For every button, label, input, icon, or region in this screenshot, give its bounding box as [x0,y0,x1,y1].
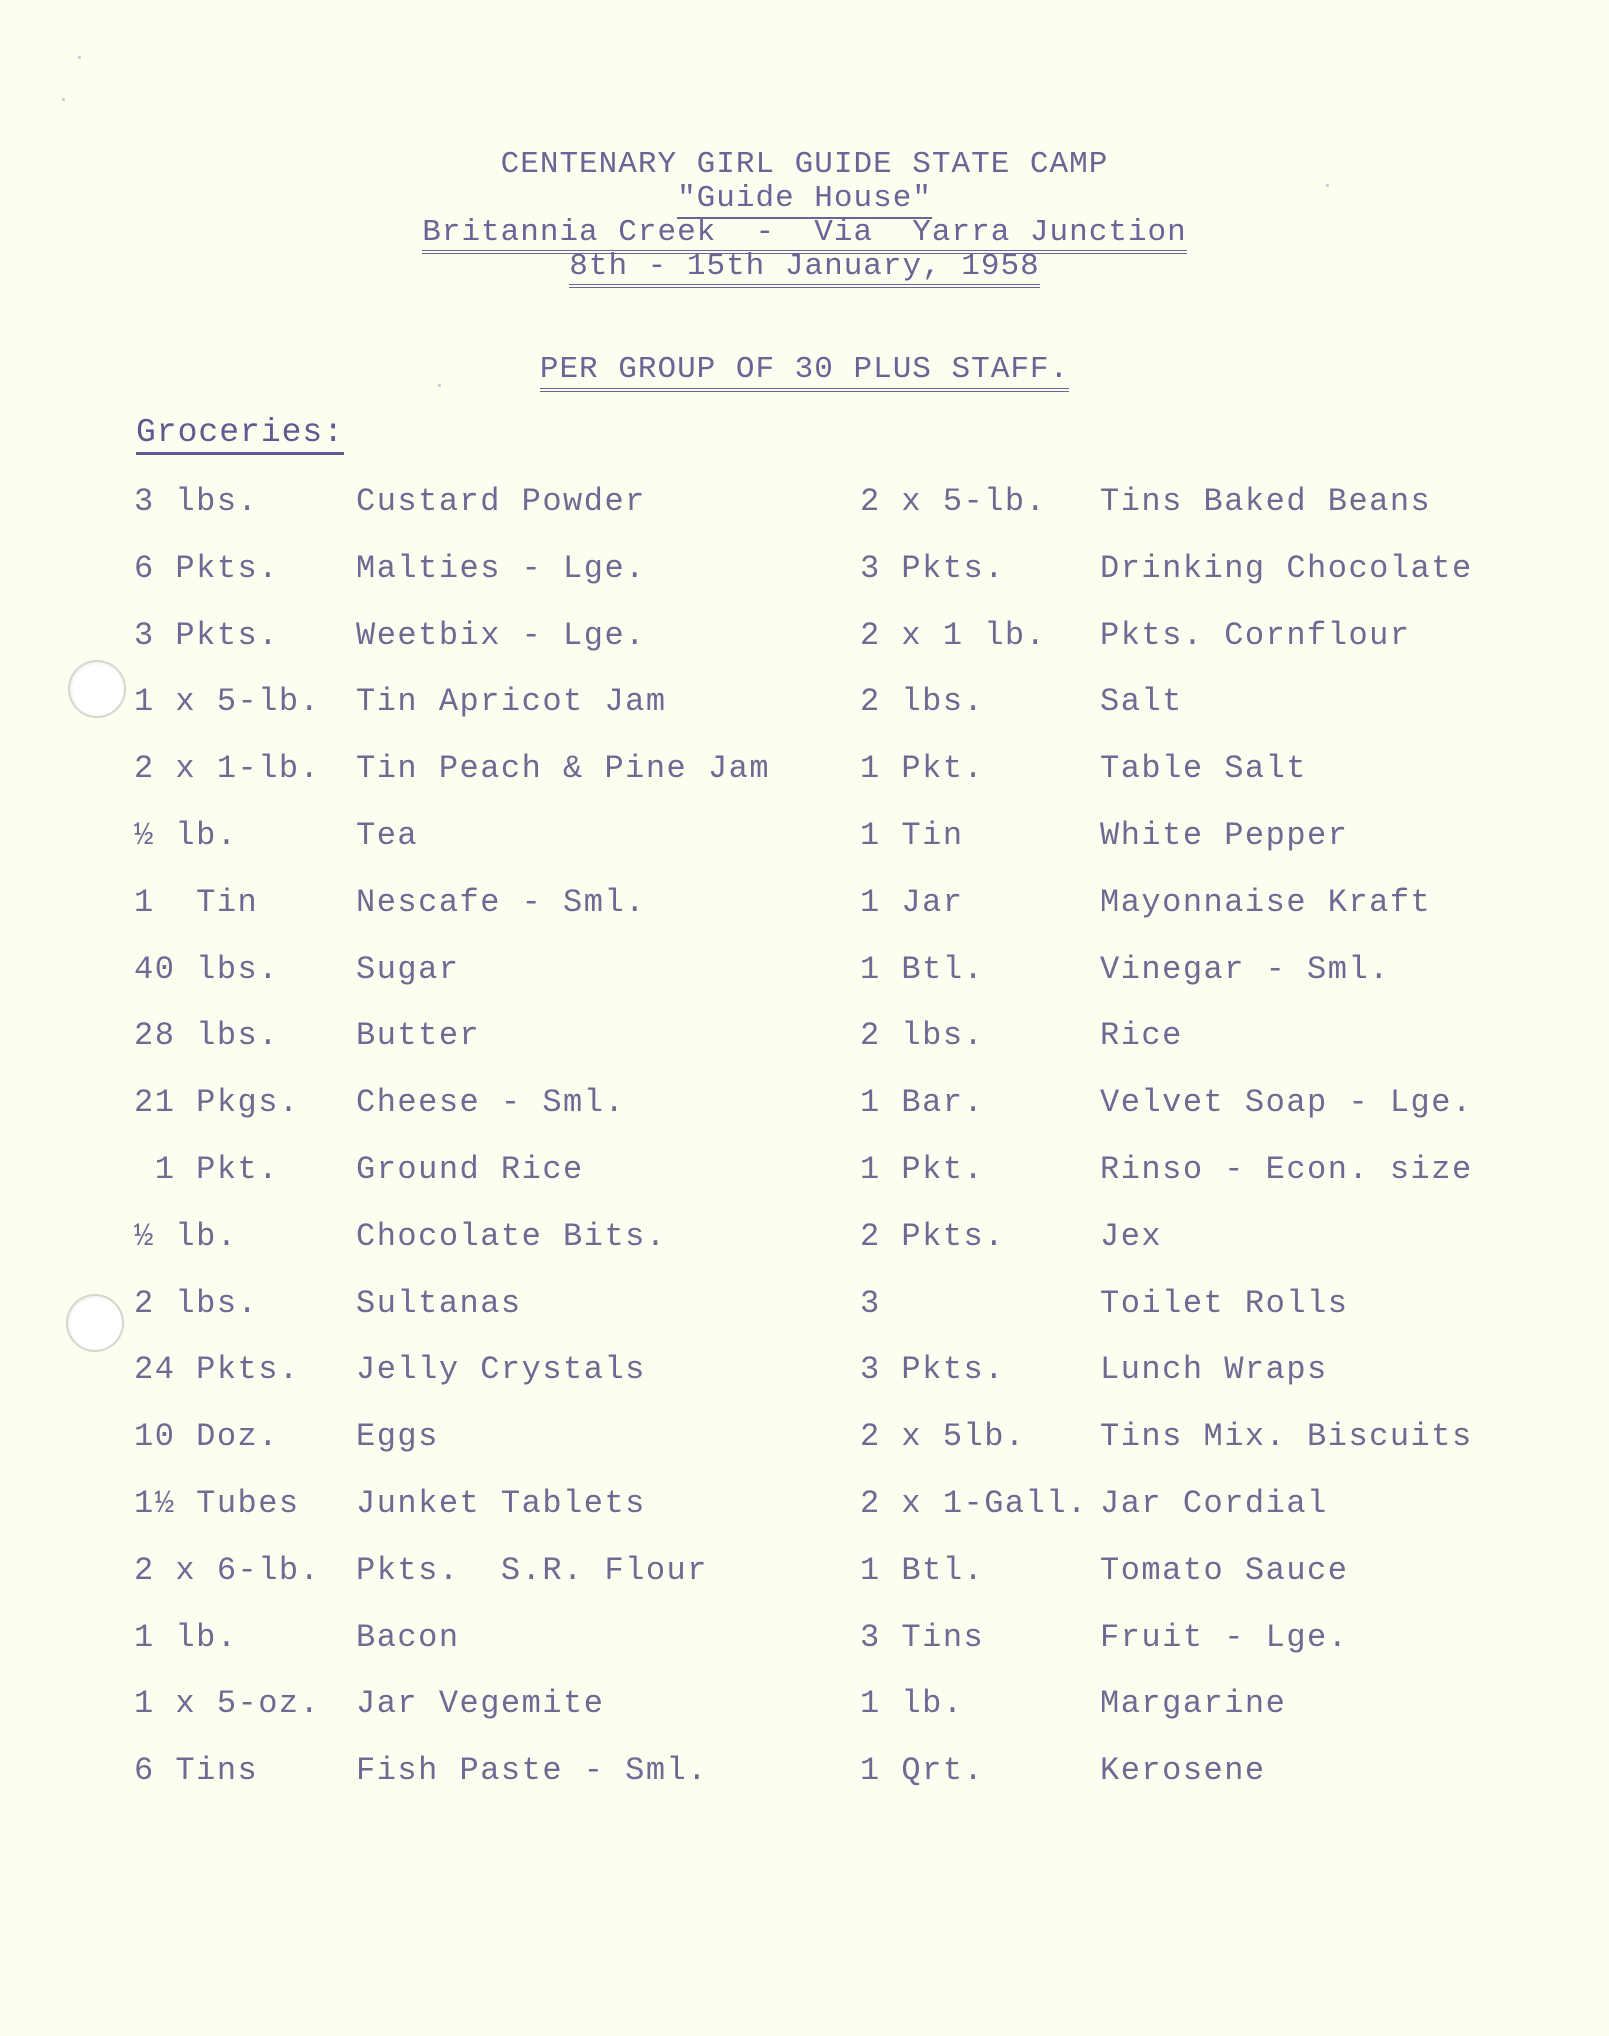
venue-name-text: "Guide House" [677,181,932,219]
quantity-right: 1 Btl. [860,1552,985,1589]
item-right: Jex [1100,1218,1163,1255]
list-item [0,1482,1609,1548]
item-left: Jar Vegemite [356,1685,605,1722]
item-right: Pkts. Cornflour [1100,617,1411,654]
quantity-right: 3 [860,1285,881,1322]
item-left: Junket Tablets [356,1485,646,1522]
quantity-right: 3 Pkts. [860,1351,1005,1388]
item-right: Salt [1100,683,1183,720]
item-right: Tomato Sauce [1100,1552,1349,1589]
quantity-right: 2 x 5lb. [860,1418,1026,1455]
item-left: Ground Rice [356,1151,584,1188]
item-left: Chocolate Bits. [356,1218,667,1255]
list-item [0,480,1609,546]
quantity-left: 1 lb. [134,1619,238,1656]
item-left: Eggs [356,1418,439,1455]
quantity-right: 1 Jar [860,884,964,921]
quantity-left: 21 Pkgs. [134,1084,300,1121]
list-item [0,1148,1609,1214]
quantity-left: 2 x 1-lb. [134,750,321,787]
quantity-right: 2 lbs. [860,683,985,720]
quantity-left: 6 Pkts. [134,550,279,587]
quantity-right: 1 Qrt. [860,1752,985,1789]
item-left: Fish Paste - Sml. [356,1752,708,1789]
quantity-left: 1 x 5-lb. [134,683,321,720]
quantity-left: 1½ Tubes [134,1485,300,1522]
quantity-right: 2 x 1 lb. [860,617,1047,654]
quantity-right: 2 x 1-Gall. [860,1485,1088,1522]
item-right: Lunch Wraps [1100,1351,1328,1388]
item-right: Jar Cordial [1100,1485,1328,1522]
quantity-left: 24 Pkts. [134,1351,300,1388]
item-right: Rinso - Econ. size [1100,1151,1473,1188]
quantity-right: 1 Pkt. [860,750,985,787]
location-line [0,216,1609,250]
list-item [0,1014,1609,1080]
quantity-right: 2 x 5-lb. [860,483,1047,520]
list-item [0,948,1609,1014]
date-line-text: 8th - 15th January, 1958 [569,249,1039,288]
item-right: White Pepper [1100,817,1349,854]
quantity-left: 2 lbs. [134,1285,259,1322]
quantity-left: 28 lbs. [134,1017,279,1054]
item-right: Vinegar - Sml. [1100,951,1390,988]
quantity-left: 6 Tins [134,1752,259,1789]
item-right: Mayonnaise Kraft [1100,884,1432,921]
list-item [0,614,1609,680]
quantity-right: 1 Pkt. [860,1151,985,1188]
item-left: Sultanas [356,1285,522,1322]
quantity-left: 1 Tin [134,884,259,921]
list-item [0,547,1609,613]
item-right: Tins Baked Beans [1100,483,1432,520]
paper-speck [62,98,65,101]
item-left: Bacon [356,1619,460,1656]
list-item [0,1749,1609,1815]
quantity-left: 3 Pkts. [134,617,279,654]
item-left: Tin Peach & Pine Jam [356,750,771,787]
group-subheading-text: PER GROUP OF 30 PLUS STAFF. [540,352,1069,392]
venue-name [0,182,1609,216]
list-item [0,1348,1609,1414]
list-item [0,680,1609,746]
date-line [0,250,1609,284]
list-item [0,881,1609,947]
item-left: Tea [356,817,419,854]
quantity-right: 2 lbs. [860,1017,985,1054]
item-left: Cheese - Sml. [356,1084,626,1121]
group-subheading [0,352,1609,387]
item-left: Sugar [356,951,460,988]
item-left: Pkts. S.R. Flour [356,1552,708,1589]
item-right: Fruit - Lge. [1100,1619,1349,1656]
quantity-right: 3 Pkts. [860,550,1005,587]
item-left: Jelly Crystals [356,1351,646,1388]
item-left: Butter [356,1017,481,1054]
quantity-right: 3 Tins [860,1619,985,1656]
list-item [0,1616,1609,1682]
quantity-left: 3 lbs. [134,483,259,520]
item-right: Drinking Chocolate [1100,550,1473,587]
quantity-left: 2 x 6-lb. [134,1552,321,1589]
quantity-left: 40 lbs. [134,951,279,988]
item-left: Nescafe - Sml. [356,884,646,921]
item-left: Weetbix - Lge. [356,617,646,654]
section-title-groceries: Groceries: [136,414,344,455]
item-right: Toilet Rolls [1100,1285,1349,1322]
item-left: Malties - Lge. [356,550,646,587]
list-item [0,1549,1609,1615]
item-right: Kerosene [1100,1752,1266,1789]
item-right: Velvet Soap - Lge. [1100,1084,1473,1121]
item-right: Margarine [1100,1685,1287,1722]
quantity-right: 1 Bar. [860,1084,985,1121]
item-left: Tin Apricot Jam [356,683,667,720]
list-item [0,1282,1609,1348]
item-right: Tins Mix. Biscuits [1100,1418,1473,1455]
document-header [0,148,1609,284]
paper-speck [78,56,81,59]
camp-title: CENTENARY GIRL GUIDE STATE CAMP [500,147,1109,182]
item-right: Rice [1100,1017,1183,1054]
item-left: Custard Powder [356,483,646,520]
list-item [0,1215,1609,1281]
quantity-left: 1 x 5-oz. [134,1685,321,1722]
list-item [0,814,1609,880]
location-line-text: Britannia Creek - Via Yarra Junction [422,215,1187,254]
list-item [0,747,1609,813]
quantity-left: ½ lb. [134,1218,238,1255]
list-item [0,1081,1609,1147]
quantity-right: 1 lb. [860,1685,964,1722]
list-item [0,1415,1609,1481]
list-item [0,1682,1609,1748]
quantity-right: 1 Tin [860,817,964,854]
quantity-right: 2 Pkts. [860,1218,1005,1255]
quantity-left: 10 Doz. [134,1418,279,1455]
quantity-right: 1 Btl. [860,951,985,988]
quantity-left: ½ lb. [134,817,238,854]
item-right: Table Salt [1100,750,1308,787]
quantity-left: 1 Pkt. [134,1151,279,1188]
